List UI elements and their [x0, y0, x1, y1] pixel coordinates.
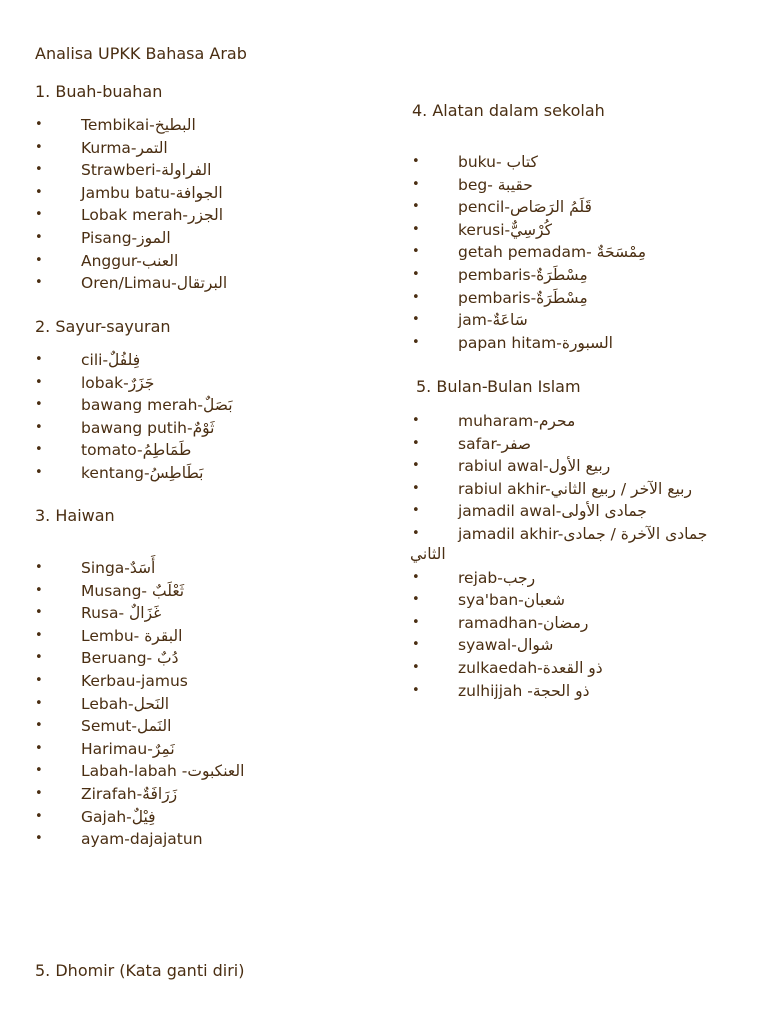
bullet-icon: •: [35, 695, 43, 711]
list-item: [35, 159, 227, 182]
bullet-icon: •: [35, 374, 43, 390]
list-item-text: tomato-طَمَاطِمُ: [81, 441, 192, 460]
list-item-text: papan hitam-السبورة: [458, 333, 613, 352]
list-item: [35, 693, 244, 716]
list-item-text: Beruang- دُبٌ: [81, 649, 179, 668]
list-item-text: kerusi-كُرْسِيٌّ: [458, 220, 552, 239]
list-item: [35, 670, 244, 693]
bullet-icon: •: [35, 184, 43, 200]
list-item: [412, 410, 707, 433]
list-item-text: sya'ban-شعبان: [458, 591, 566, 610]
list-item-text: Zirafah-زَرَافَةٌ: [81, 784, 178, 803]
list-item-text: Lebah-النَحل: [81, 694, 170, 713]
bullet-icon: •: [35, 582, 43, 598]
list-item-text: Strawberi-الفراولة: [81, 161, 212, 180]
bullet-icon: •: [412, 659, 420, 675]
list-item-text: Rusa- غَزَالٌ: [81, 604, 162, 623]
bullet-icon: •: [412, 199, 420, 215]
list-item-text: rejab-رجب: [458, 568, 536, 587]
list-item-text: zulhijjah -ذو الحجة: [458, 681, 590, 700]
bullet-icon: •: [412, 682, 420, 698]
list-item-text: bawang merah-بَصَلٌ: [81, 396, 233, 415]
heading-animals: 3. Haiwan: [35, 506, 115, 525]
list-item-text: muharam-محرم: [458, 412, 576, 430]
month-wrap-text: الثاني: [410, 545, 446, 563]
list-item-text: rabiul awal-ربيع الأول: [458, 457, 611, 476]
list-item: [412, 196, 646, 219]
bullet-icon: •: [412, 525, 420, 541]
bullet-icon: •: [35, 162, 43, 178]
animals-list: [35, 557, 244, 851]
list-item: [412, 309, 646, 332]
list-item-text: cili-فِلفُلٌ: [81, 351, 141, 369]
bullet-icon: •: [35, 252, 43, 268]
islamic-months-list: [412, 410, 707, 702]
list-item: [412, 174, 646, 197]
list-item: [35, 557, 244, 580]
fruits-list: [35, 114, 227, 295]
list-item-text: ayam-dajajatun: [81, 830, 203, 849]
list-item: [35, 462, 233, 485]
list-item-text: Pisang-الموز: [81, 228, 171, 247]
list-item: [412, 219, 646, 242]
list-item-text: zulkaedah-ذو القعدة: [458, 658, 603, 677]
list-item: [35, 760, 244, 783]
list-item: [35, 272, 227, 295]
school-items-list: [412, 151, 646, 354]
list-item: [412, 264, 646, 287]
bullet-icon: •: [35, 352, 43, 367]
heading-fruits: 1. Buah-buahan: [35, 82, 163, 101]
list-item-text: jam-سَاعَةٌ: [458, 311, 528, 330]
list-item: [412, 455, 707, 478]
bullet-icon: •: [35, 672, 43, 688]
list-item-text: Tembikai-البطيخ: [81, 116, 196, 134]
list-item-text: lobak-جَزَرٌ: [81, 373, 155, 392]
list-item: [412, 567, 707, 590]
list-item: [35, 806, 244, 829]
bullet-icon: •: [412, 458, 420, 474]
list-item-text: Kerbau-jamus: [81, 671, 188, 690]
bullet-icon: •: [412, 435, 420, 451]
list-item: [35, 227, 227, 250]
bullet-icon: •: [412, 637, 420, 653]
list-item: [35, 372, 233, 395]
bullet-icon: •: [412, 244, 420, 260]
list-item-text: Jambu batu-الجوافة: [81, 183, 223, 202]
list-item: [35, 394, 233, 417]
list-item-text: jamadil akhir-جمادى الآخرة / جمادى: [458, 524, 708, 543]
list-item-text: Anggur-العنب: [81, 251, 179, 270]
bullet-icon: •: [35, 718, 43, 734]
bullet-icon: •: [412, 480, 420, 496]
list-item: [35, 349, 233, 372]
list-item-text: kentang-بَطَاطِسُ: [81, 463, 204, 482]
list-item: [35, 783, 244, 806]
list-item-text: safar-صفر: [458, 434, 532, 453]
heading-vegetables: 2. Sayur-sayuran: [35, 317, 171, 336]
bullet-icon: •: [35, 560, 43, 575]
list-item: [412, 332, 646, 355]
list-item: [412, 500, 707, 523]
bullet-icon: •: [35, 831, 43, 847]
bullet-icon: •: [412, 266, 420, 282]
list-item-text: Gajah-فِيْلٌ: [81, 807, 156, 826]
bullet-icon: •: [412, 569, 420, 585]
list-item: [35, 715, 244, 738]
list-item: [412, 433, 707, 456]
list-item-text: Kurma-التمر: [81, 138, 168, 157]
bullet-icon: •: [412, 289, 420, 305]
list-item: [35, 647, 244, 670]
list-item-text: Harimau-نَمِرٌ: [81, 739, 175, 758]
list-item-text: rabiul akhir-ربيع الآخر / ربيع الثاني: [458, 479, 692, 498]
list-item-text: jamadil awal-جمادى الأولى: [458, 502, 647, 521]
bullet-icon: •: [35, 229, 43, 245]
bullet-icon: •: [35, 117, 43, 132]
bullet-icon: •: [412, 312, 420, 328]
list-item: [35, 250, 227, 273]
bullet-icon: •: [35, 740, 43, 756]
list-item: [412, 612, 707, 635]
list-item: [35, 602, 244, 625]
list-item-text: Singa-أَسَدٌ: [81, 559, 156, 577]
bullet-icon: •: [35, 419, 43, 435]
list-item: [35, 828, 244, 851]
list-item-text: Oren/Limau-البرتقال: [81, 274, 228, 293]
list-item: [412, 151, 646, 174]
bullet-icon: •: [35, 207, 43, 223]
list-item: [412, 287, 646, 310]
heading-pronouns: 5. Dhomir (Kata ganti diri): [35, 961, 245, 980]
bullet-icon: •: [35, 464, 43, 480]
list-item-text: Semut-النَمل: [81, 717, 172, 736]
list-item-text: Musang- ثَعْلَبٌ: [81, 581, 185, 600]
list-item: [412, 589, 707, 612]
list-item: [412, 657, 707, 680]
list-item: [35, 738, 244, 761]
bullet-icon: •: [412, 334, 420, 350]
bullet-icon: •: [35, 139, 43, 155]
bullet-icon: •: [35, 650, 43, 666]
list-item-text: Labah-labah -العنكبوت: [81, 762, 245, 781]
bullet-icon: •: [35, 605, 43, 621]
list-item-text: beg- حقيبة: [458, 175, 533, 194]
bullet-icon: •: [412, 413, 420, 428]
list-item-text: ramadhan-رمضان: [458, 613, 589, 632]
list-item: [412, 634, 707, 657]
list-item-text: getah pemadam- مِمْسَحَةٌ: [458, 243, 647, 262]
list-item: [35, 439, 233, 462]
bullet-icon: •: [412, 154, 420, 169]
bullet-icon: •: [35, 763, 43, 779]
list-item: [35, 137, 227, 160]
list-item: [35, 114, 227, 137]
list-item: [412, 523, 707, 546]
heading-school-items: 4. Alatan dalam sekolah: [412, 101, 605, 120]
list-item-text: pembaris-مِسْطَرَةٌ: [458, 265, 588, 284]
list-item: [35, 580, 244, 603]
list-item-text: Lembu- البقرة: [81, 626, 183, 645]
bullet-icon: •: [35, 442, 43, 458]
list-item: [412, 241, 646, 264]
list-item: [412, 478, 707, 501]
list-item-text: pembaris-مِسْطَرَةٌ: [458, 288, 588, 307]
bullet-icon: •: [35, 785, 43, 801]
bullet-icon: •: [35, 397, 43, 413]
list-item-text: bawang putih-ثَوْمٌ: [81, 418, 215, 437]
bullet-icon: •: [412, 176, 420, 192]
vegetables-list: [35, 349, 233, 485]
list-item: [35, 417, 233, 440]
list-item-text: Lobak merah-الجزر: [81, 206, 224, 225]
list-item-text: pencil-قَلَمُ الرَصَاص: [458, 198, 592, 217]
bullet-icon: •: [35, 627, 43, 643]
list-item: [35, 204, 227, 227]
bullet-icon: •: [412, 592, 420, 608]
bullet-icon: •: [35, 275, 43, 291]
list-item-text: syawal-شوال: [458, 636, 554, 655]
list-item-text: buku- كتاب: [458, 153, 538, 171]
bullet-icon: •: [412, 221, 420, 237]
list-item: [35, 182, 227, 205]
bullet-icon: •: [412, 503, 420, 519]
list-item: [412, 680, 707, 703]
list-item: [35, 625, 244, 648]
bullet-icon: •: [35, 808, 43, 824]
heading-islamic-months: 5. Bulan-Bulan Islam: [416, 377, 581, 396]
bullet-icon: •: [412, 614, 420, 630]
document-title: Analisa UPKK Bahasa Arab: [35, 44, 247, 63]
